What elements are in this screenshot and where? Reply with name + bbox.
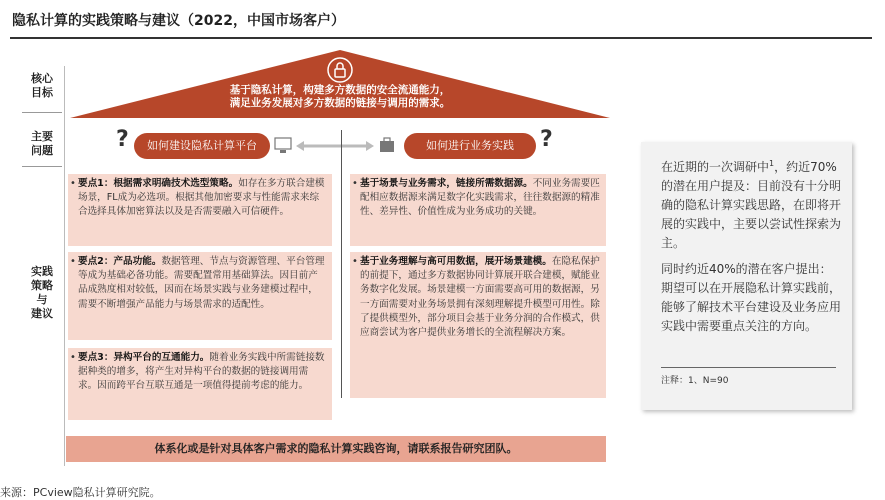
row-label-goal: 核心 目标: [31, 72, 53, 99]
page-title: 隐私计算的实践策略与建议（2022，中国市场客户）: [12, 13, 345, 29]
right-point-1: • 基于场景与业务需求，链接所需数据源。不同业务需要匹配相应数据源来满足数字化实践需求，往往数据源的精准性、差异性、价值性成为业务成功的关键。: [350, 174, 606, 246]
survey-note-paragraph-2: 同时约近40%的潜在客户提出：期望可以在开展隐私计算实践前，能够了解技术平台建设及业务应用实践中需要重点关注的方向。: [661, 262, 842, 333]
footnote-divider: [661, 367, 836, 368]
lock-icon: [327, 57, 353, 83]
title-divider: [10, 37, 872, 39]
left-point-3: • 要点3：异构平台的互通能力。随着业务实践中所需链接数据种类的增多，将产生对异构平台的数据的链接调用需求。因而跨平台互联互通是一项值得提前考虑的能力。: [68, 348, 332, 420]
footnote: 注释：1、N=90: [661, 376, 729, 386]
left-point-1: • 要点1：根据需求明确技术选型策略。如存在多方联合建模场景，FL成为必选项。根据其他加密要求与性能需求来综合选择具体加密算法以及是否需要融入可信硬件。: [68, 174, 332, 246]
row-divider: [22, 112, 62, 113]
question-mark-right: ?: [540, 127, 553, 152]
question-pill-right: 如何进行业务实践: [404, 133, 536, 159]
row-label-problem: 主要 问题: [31, 130, 53, 157]
right-point-2: • 基于业务理解与高可用数据，展开场景建模。在隐私保护的前提下，通过多方数据协同计算展开联合建模，赋能业务数字化发展。场景建模一方面需要高可用的数据源，另一方面需要对业务场景拥有深刻理解提升模型可用性。除了提供模型外，部分项目会基于业务分润的合作模式，供应商尝试为客户提供业务增长的全流程解决方案。: [350, 252, 606, 398]
label-separator: [64, 66, 65, 466]
question-mark-left: ?: [116, 127, 129, 152]
row-divider: [22, 166, 62, 167]
left-point-2: • 要点2：产品功能。数据管理、节点与资源管理、平台管理等成为基础必备功能。需要配置常用基础算法。因目前产品成熟度相对较低，因而在场景实践与业务建模过程中，需要不断增强产品能力与场景需求的适配性。: [68, 252, 332, 340]
source-note: 来源：PCview隐私计算研究院。: [0, 486, 161, 499]
monitor-icon: [275, 138, 291, 153]
center-divider: [341, 130, 342, 398]
platform-business-icons: [272, 135, 402, 157]
briefcase-icon: [380, 138, 394, 152]
row-label-strategy: 实践 策略 与 建议: [31, 265, 53, 320]
double-arrow-icon: [296, 141, 374, 151]
question-pill-left: 如何建设隐私计算平台: [134, 133, 270, 159]
survey-note-paragraph-1: 在近期的一次调研中$^1$，约近70%的潜在用户提及：目前没有十分明确的隐私计算实践思路，在即将开展的实践中，主要以尝试性探索为主。: [661, 159, 842, 250]
survey-note-card: [641, 142, 852, 410]
contact-banner: 体系化或是针对具体客户需求的隐私计算实践咨询，请联系报告研究团队。: [66, 436, 606, 462]
goal-text: 基于隐私计算，构建多方数据的安全流通能力， 满足业务发展对多方数据的链接与调用的需求。: [229, 84, 451, 109]
